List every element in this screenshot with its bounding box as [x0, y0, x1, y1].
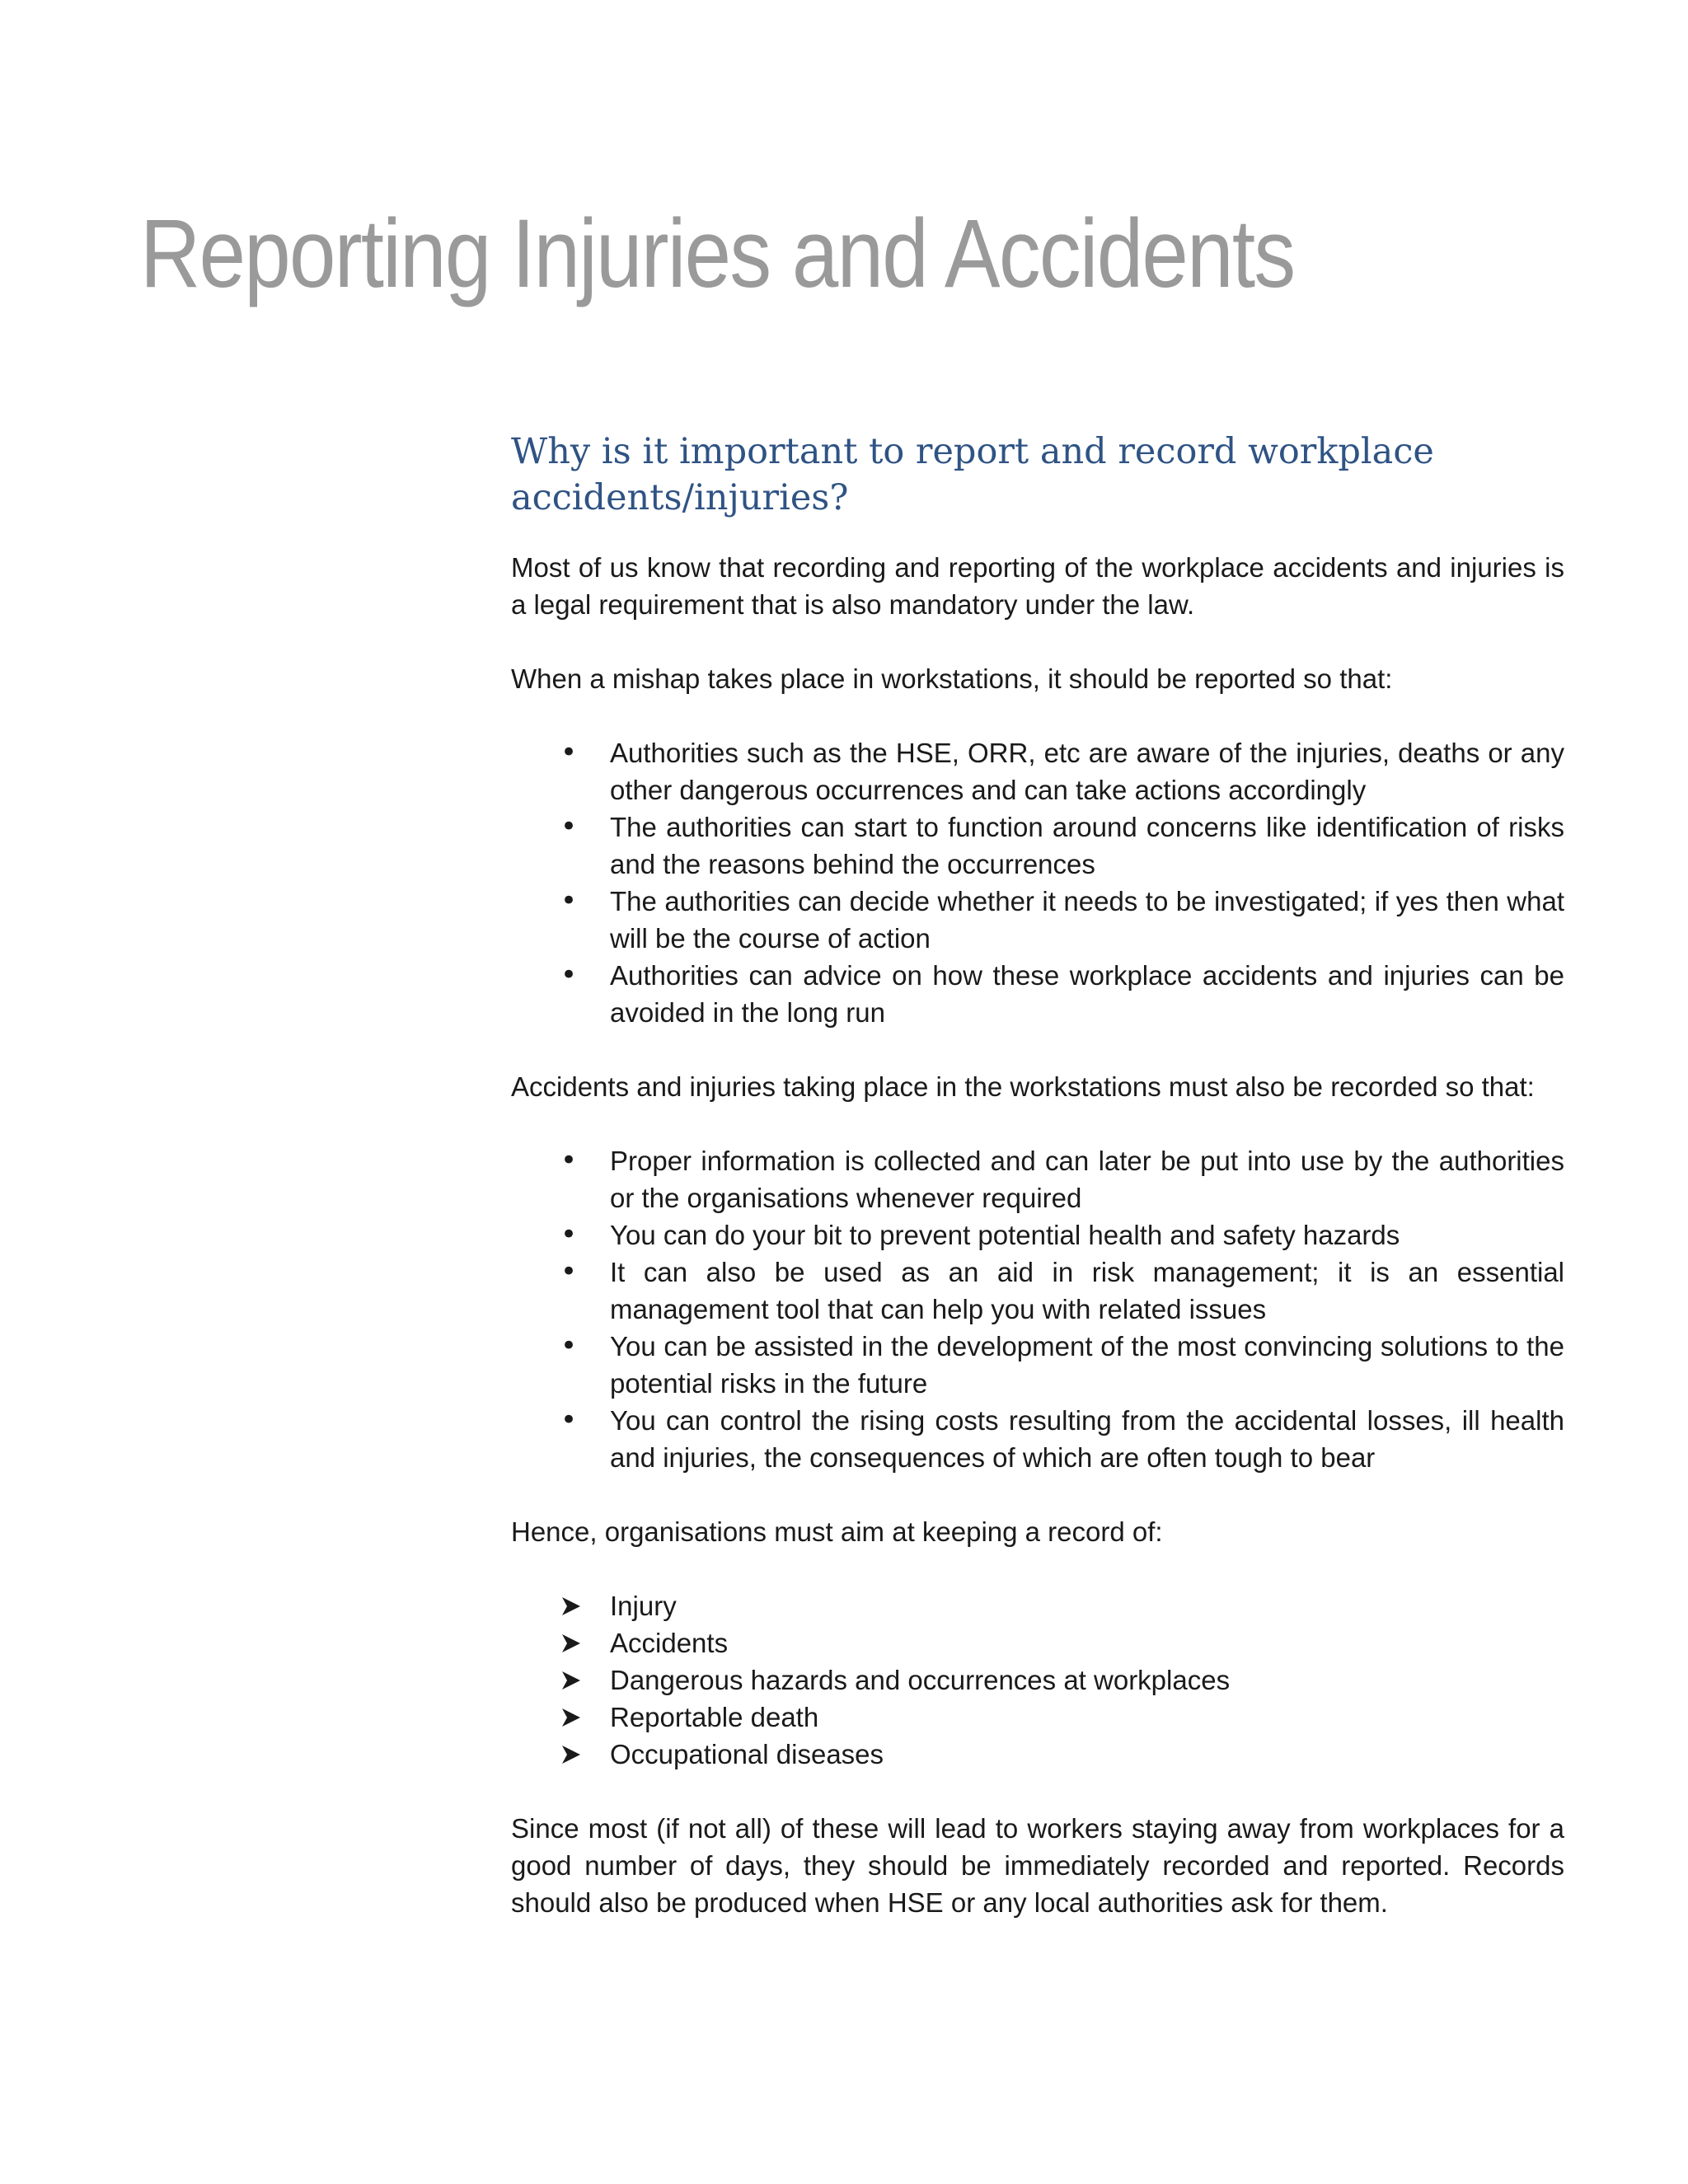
- list-item: [511, 1587, 1564, 1624]
- list-item-text: The authorities can start to function around concerns like identification of risks and the reasons behind the occurrences: [610, 812, 1564, 879]
- bullet-icon: •: [560, 884, 578, 917]
- recorded-intro-paragraph: Accidents and injuries taking place in the workstations must also be recorded so that:: [511, 1071, 1535, 1102]
- bullet-icon: •: [560, 736, 578, 769]
- record-intro-paragraph: Hence, organisations must aim at keeping a record of:: [511, 1516, 1163, 1547]
- bullet-icon: •: [560, 1144, 578, 1177]
- list-item: [511, 808, 1564, 883]
- arrowhead-bullet-icon: [560, 1633, 582, 1654]
- page-title: Reporting Injuries and Accidents: [140, 199, 1295, 308]
- list-item: [511, 1328, 1564, 1402]
- recorded-bullet-list: [511, 1142, 1564, 1476]
- list-item: [511, 1736, 1564, 1773]
- list-item-text: It can also be used as an aid in risk management; it is an essential management tool that can help you with related issues: [610, 1257, 1564, 1324]
- bullet-icon: •: [560, 810, 578, 843]
- list-item-text: Injury: [610, 1591, 677, 1621]
- section-heading: Why is it important to report and record workplace accidents/injuries?: [511, 431, 1434, 518]
- arrowhead-bullet-icon: [560, 1670, 582, 1691]
- list-item: [511, 1402, 1564, 1476]
- list-item-text: Dangerous hazards and occurrences at workplaces: [610, 1665, 1231, 1695]
- arrowhead-bullet-icon: [560, 1707, 582, 1728]
- list-item: [511, 1624, 1564, 1661]
- list-item-text: Accidents: [610, 1628, 729, 1658]
- list-item: [511, 1699, 1564, 1736]
- bullet-icon: •: [560, 1329, 578, 1362]
- list-item-text: Authorities can advice on how these workplace accidents and injuries can be avoided in the long run: [610, 960, 1564, 1028]
- bullet-icon: •: [560, 1404, 578, 1436]
- arrowhead-bullet-icon: [560, 1744, 582, 1765]
- list-item-text: Proper information is collected and can later be put into use by the authorities or the organisations whenever required: [610, 1146, 1564, 1213]
- list-item-text: The authorities can decide whether it needs to be investigated; if yes then what will be the course of action: [610, 886, 1564, 954]
- list-item-text: You can do your bit to prevent potential health and safety hazards: [610, 1220, 1400, 1250]
- list-item: [511, 1142, 1564, 1216]
- reported-intro-paragraph: When a mishap takes place in workstations, it should be reported so that:: [511, 663, 1393, 694]
- list-item: [511, 1216, 1564, 1254]
- list-item-text: You can control the rising costs resulting from the accidental losses, ill health and injuries, the consequences of which are often tough to bear: [610, 1405, 1564, 1473]
- closing-paragraph: Since most (if not all) of these will lead to workers staying away from workplaces for a good number of days, they should be immediately recorded and reported. Records should also be produced when HSE or any local authorities ask for them.: [511, 1813, 1564, 1918]
- list-item: [511, 957, 1564, 1031]
- list-item-text: You can be assisted in the development of the most convincing solutions to the potential risks in the future: [610, 1331, 1564, 1399]
- intro-paragraph: Most of us know that recording and reporting of the workplace accidents and injuries is a legal requirement that is also mandatory under the law.: [511, 552, 1564, 620]
- list-item: [511, 734, 1564, 808]
- list-item-text: Occupational diseases: [610, 1739, 884, 1769]
- list-item-text: Reportable death: [610, 1702, 819, 1732]
- arrowhead-bullet-icon: [560, 1596, 582, 1617]
- bullet-icon: •: [560, 1218, 578, 1251]
- bullet-icon: •: [560, 1255, 578, 1288]
- list-item: [511, 1661, 1564, 1699]
- record-arrow-list: [511, 1587, 1564, 1773]
- list-item: [511, 1254, 1564, 1328]
- bullet-icon: •: [560, 958, 578, 991]
- reported-bullet-list: [511, 734, 1564, 1031]
- main-content: [511, 429, 1564, 1958]
- list-item-text: Authorities such as the HSE, ORR, etc are aware of the injuries, deaths or any other dangerous occurrences and can take actions accordingly: [610, 738, 1564, 805]
- list-item: [511, 883, 1564, 957]
